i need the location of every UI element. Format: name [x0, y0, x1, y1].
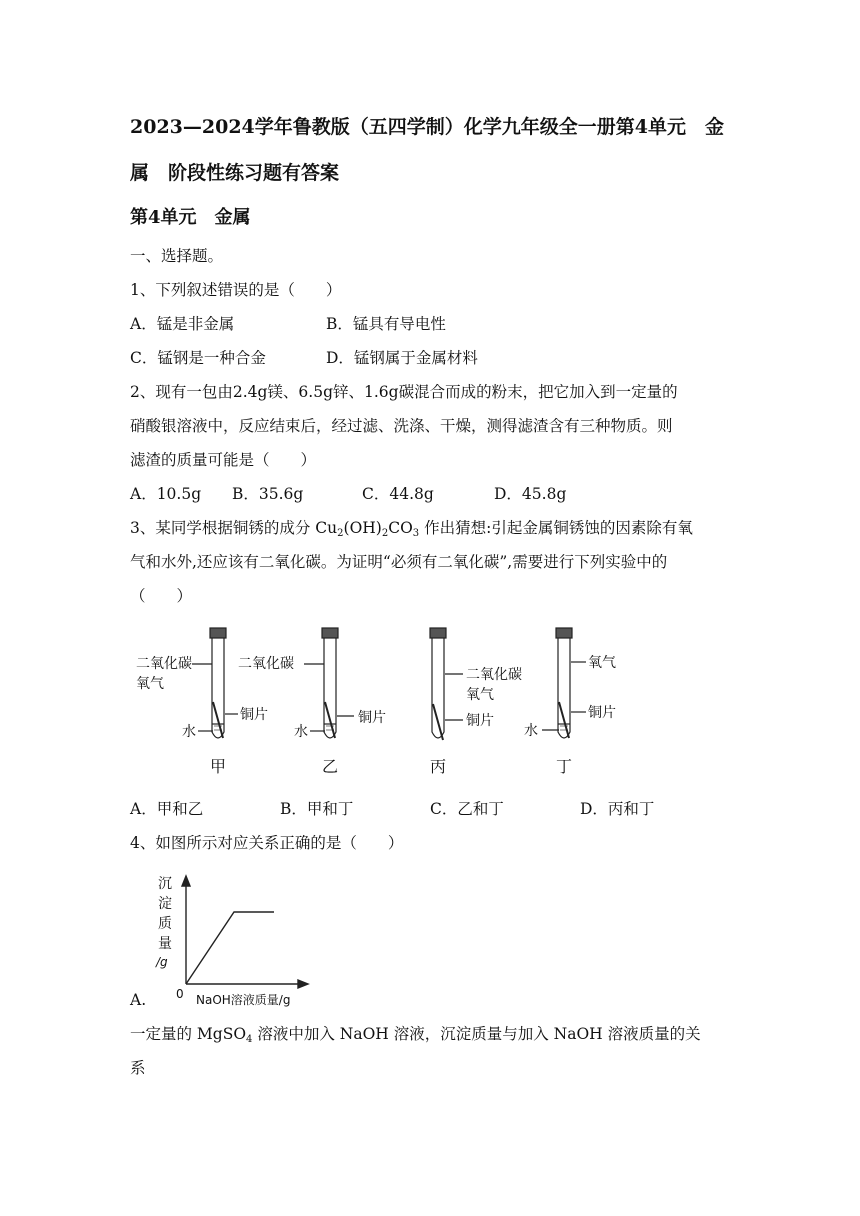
yi-label-water: 水 — [294, 724, 308, 740]
q3-line1-pre: 3、某同学根据铜锈的成分 Cu — [130, 519, 338, 537]
q4-option-a-label: A. — [130, 991, 147, 1009]
yi-label-copper: 铜片 — [358, 710, 386, 726]
q4-ylabel-2: 淀 — [158, 896, 172, 912]
q4-ylabel-unit: /g — [156, 955, 168, 969]
q4-ylabel-1: 沉 — [158, 876, 172, 892]
bing-label-o2: 氧气 — [466, 687, 494, 703]
q3-sub3: 3 — [412, 528, 420, 539]
q2-option-b: B．35.6g — [232, 485, 304, 503]
jia-label-copper: 铜片 — [240, 707, 268, 723]
q4-xlabel: NaOH溶液质量/g — [196, 993, 291, 1007]
test-tube-figure — [130, 622, 630, 782]
q3-mid2: CO — [388, 519, 413, 537]
q3-sub1: 2 — [337, 528, 344, 539]
jia-name: 甲 — [210, 757, 227, 776]
ding-label-water: 水 — [524, 723, 538, 739]
q4-ylabel-4: 量 — [158, 936, 172, 952]
q2-line2: 硝酸银溶液中，反应结束后，经过滤、洗涤、干燥，测得滤渣含有三种物质。则 — [130, 417, 673, 435]
q4-origin: 0 — [176, 987, 184, 1001]
bing-name: 丙 — [430, 757, 447, 776]
q3-line3: （ ） — [130, 587, 193, 605]
q4-option-a-desc — [130, 1021, 701, 1053]
q3-option-c: C．乙和丁 — [430, 800, 504, 818]
q4-desc-sub: 4 — [246, 1034, 253, 1045]
ding-name: 丁 — [556, 757, 573, 776]
bing-label-copper: 铜片 — [466, 713, 494, 729]
q3-option-b: B．甲和丁 — [280, 800, 354, 818]
tube-yi — [304, 628, 354, 738]
ding-label-o2: 氧气 — [588, 655, 616, 671]
q2-option-c: C．44.8g — [362, 485, 434, 503]
q4-graph-a — [150, 866, 320, 1012]
q2-option-d: D．45.8g — [494, 485, 567, 503]
bing-label-co2: 二氧化碳 — [466, 667, 522, 683]
q4-desc-pre: 一定量的 MgSO — [130, 1025, 247, 1043]
q4-stem: 4、如图所示对应关系正确的是（ ） — [130, 834, 404, 852]
q1-option-a: A．锰是非金属 — [130, 315, 235, 333]
q3-line2: 气和水外,还应该有二氧化碳。为证明“必须有二氧化碳”,需要进行下列实验中的 — [130, 553, 668, 571]
jia-label-co2: 二氧化碳 — [136, 656, 192, 672]
q1-option-b: B．锰具有导电性 — [326, 315, 446, 333]
q1-option-d: D．锰钢属于金属材料 — [326, 349, 478, 367]
tube-jia — [192, 628, 238, 738]
q4-ylabel-3: 质 — [158, 916, 172, 932]
q2-line3: 滤渣的质量可能是（ ） — [130, 451, 317, 469]
q4-graph-line — [186, 912, 274, 984]
yi-label-co2: 二氧化碳 — [238, 656, 294, 672]
jia-label-o2: 氧气 — [136, 676, 164, 692]
yi-name: 乙 — [322, 757, 339, 776]
q1-stem: 1、下列叙述错误的是（ ） — [130, 281, 342, 299]
q2-line1: 2、现有一包由2.4g镁、6.5g锌、1.6g碳混合而成的粉末，把它加入到一定量的 — [130, 383, 678, 401]
q3-option-a: A．甲和乙 — [130, 800, 204, 818]
tube-bing — [430, 628, 463, 740]
doc-title-line2: 属 阶段性练习题有答案 — [130, 162, 340, 184]
q3-option-d: D．丙和丁 — [580, 800, 655, 818]
section-heading: 一、选择题。 — [130, 247, 224, 265]
q3-mid1: (OH) — [343, 519, 382, 537]
q2-option-a: A．10.5g — [130, 485, 202, 503]
q3-sub2: 2 — [381, 528, 389, 539]
tube-ding — [542, 628, 586, 738]
q3-line1 — [130, 515, 693, 547]
q1-option-c: C．锰钢是一种合金 — [130, 349, 266, 367]
jia-label-water: 水 — [182, 724, 196, 740]
q4-option-a-desc-line2: 系 — [130, 1059, 146, 1077]
q4-desc-post: 溶液中加入 NaOH 溶液，沉淀质量与加入 NaOH 溶液质量的关 — [252, 1025, 701, 1043]
ding-label-copper: 铜片 — [588, 705, 616, 721]
unit-heading: 第4单元 金属 — [130, 207, 251, 228]
q3-line1-post: 作出猜想:引起金属铜锈蚀的因素除有氧 — [419, 519, 693, 537]
doc-title-line1: 2023—2024学年鲁教版（五四学制）化学九年级全一册第4单元 金 — [130, 116, 724, 138]
